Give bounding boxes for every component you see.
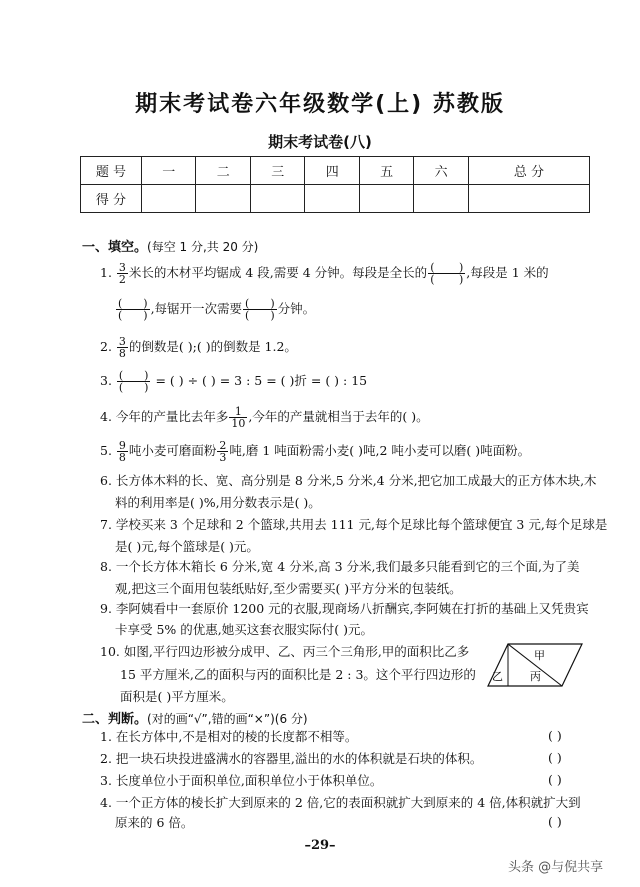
score-input-cell[interactable]	[359, 185, 413, 213]
question-3: 3. $\frac{( )}{( )}$ = ( ) ÷ ( ) = 3 : 5 = ( )折 = ( ) : 15	[100, 369, 368, 394]
question-6-line-2: 料的利用率是( )%,用分数表示是( )。	[115, 495, 321, 510]
answer-blank-fraction[interactable]: $\frac{( )}{( )}$	[245, 297, 275, 322]
answer-blank-fraction[interactable]: $\frac{( )}{( )}$	[430, 261, 464, 286]
answer-blank-fraction[interactable]: $\frac{( )}{( )}$	[118, 297, 148, 322]
exam-subtitle: 期末考试卷(八)	[268, 133, 372, 151]
question-2: 2. $\frac{3}{8}$ 的倒数是( );( )的倒数是 1.2。	[100, 335, 297, 360]
question-5: 5. $\frac{9}{8}$ 吨小麦可磨面粉 $\frac{2}{3}$ 吨,磨 1 吨面粉需小麦( )吨,2 吨小麦可以磨( )吨面粉。	[100, 439, 531, 464]
question-10-line-2: 15 平方厘米,乙的面积与丙的面积比是 2 : 3。这个平行四边形的	[120, 667, 476, 682]
fraction: $\frac{2}{3}$	[219, 439, 227, 464]
question-7-line-1: 7. 学校买来 3 个足球和 2 个篮球,共用去 111 元,每个足球比每个篮球便宜 3 元,每个足球是	[100, 517, 608, 532]
label-yi: 乙	[492, 670, 503, 683]
score-cell: 四	[305, 157, 359, 185]
section-note: (每空 1 分,共 20 分)	[147, 240, 259, 254]
score-cell: 六	[414, 157, 468, 185]
score-cell: 题 号	[81, 157, 142, 185]
score-input-cell[interactable]	[305, 185, 359, 213]
question-9-line-1: 9. 李阿姨看中一套原价 1200 元的衣服,现商场八折酬宾,李阿姨在打折的基础上又凭贵宾	[100, 601, 589, 616]
watermark: 头条 @与倪共享	[508, 860, 604, 875]
judge-4-line-1: 4. 一个正方体的棱长扩大到原来的 2 倍,它的表面积就扩大到原来的 4 倍,体积就扩大到	[100, 795, 581, 810]
question-10-line-1: 10. 如图,平行四边形被分成甲、乙、丙三个三角形,甲的面积比乙多	[100, 644, 470, 659]
section-note: (对的画“√”,错的画“×”)(6 分)	[147, 712, 308, 726]
judge-1: 1. 在长方体中,不是相对的棱的长度都不相等。	[100, 729, 358, 744]
page-number: –29–	[304, 838, 336, 853]
fraction: $\frac{3}{8}$	[118, 335, 126, 360]
question-4: 4. 今年的产量比去年多 $\frac{1}{10}$ ,今年的产量就相当于去年的( )。	[100, 405, 429, 430]
question-1-line-2: $\frac{( )}{( )}$ ,每锯开一次需要 $\frac{( )}{( )}$ 分钟。	[118, 297, 316, 322]
question-7-line-2: 是( )元,每个篮球是( )元。	[115, 539, 259, 554]
score-cell: 二	[196, 157, 250, 185]
page-title: 期末考试卷六年级数学(上) 苏教版	[135, 92, 505, 117]
answer-paren[interactable]: ( )	[548, 814, 562, 829]
label-bing: 丙	[530, 670, 541, 683]
score-cell: 得 分	[81, 185, 142, 213]
section-title: 二、判断。	[82, 712, 148, 727]
answer-paren[interactable]: ( )	[548, 750, 562, 765]
question-6-line-1: 6. 长方体木料的长、宽、高分别是 8 分米,5 分米,4 分米,把它加工成最大的正方体木块,木	[100, 473, 597, 488]
answer-blank-fraction[interactable]: $\frac{( )}{( )}$	[118, 369, 149, 394]
score-cell: 总 分	[468, 157, 589, 185]
answer-paren[interactable]: ( )	[548, 728, 562, 743]
question-8-line-1: 8. 一个长方体木箱长 6 分米,宽 4 分米,高 3 分米,我们最多只能看到它的三个面,为了美	[100, 559, 580, 574]
answer-paren[interactable]: ( )	[548, 772, 562, 787]
section-title: 一、填空。	[82, 240, 148, 255]
score-input-cell[interactable]	[142, 185, 196, 213]
question-10-line-3: 面积是( )平方厘米。	[120, 689, 234, 704]
parallelogram-figure	[486, 640, 586, 690]
judge-4-line-2: 原来的 6 倍。	[115, 815, 194, 830]
score-input-cell[interactable]	[250, 185, 304, 213]
score-input-cell[interactable]	[196, 185, 250, 213]
score-cell: 一	[142, 157, 196, 185]
question-8-line-2: 观,把这三个面用包装纸贴好,至少需要买( )平方分米的包装纸。	[115, 581, 462, 596]
score-table-score-row	[81, 185, 590, 213]
score-table-header-row	[81, 157, 590, 185]
judge-2: 2. 把一块石块投进盛满水的容器里,溢出的水的体积就是石块的体积。	[100, 751, 483, 766]
fraction: $\frac{3}{2}$	[118, 261, 126, 286]
score-input-cell[interactable]	[468, 185, 589, 213]
judge-3: 3. 长度单位小于面积单位,面积单位小于体积单位。	[100, 773, 383, 788]
score-cell: 五	[359, 157, 413, 185]
fraction: $\frac{1}{10}$	[231, 405, 246, 430]
section-fill-blanks	[82, 236, 258, 255]
section-true-false	[82, 708, 308, 727]
score-table	[80, 156, 590, 213]
fraction: $\frac{9}{8}$	[118, 439, 126, 464]
question-9-line-2: 卡享受 5% 的优惠,她买这套衣服实际付( )元。	[115, 622, 373, 637]
score-cell: 三	[250, 157, 304, 185]
score-input-cell[interactable]	[414, 185, 468, 213]
label-jia: 甲	[534, 649, 545, 662]
question-1-line-1: 1. $\frac{3}{2}$ 米长的木材平均锯成 4 段,需要 4 分钟。每段是全长的 $\frac{( )}{( )}$ ,每段是 1 米的	[100, 261, 549, 286]
